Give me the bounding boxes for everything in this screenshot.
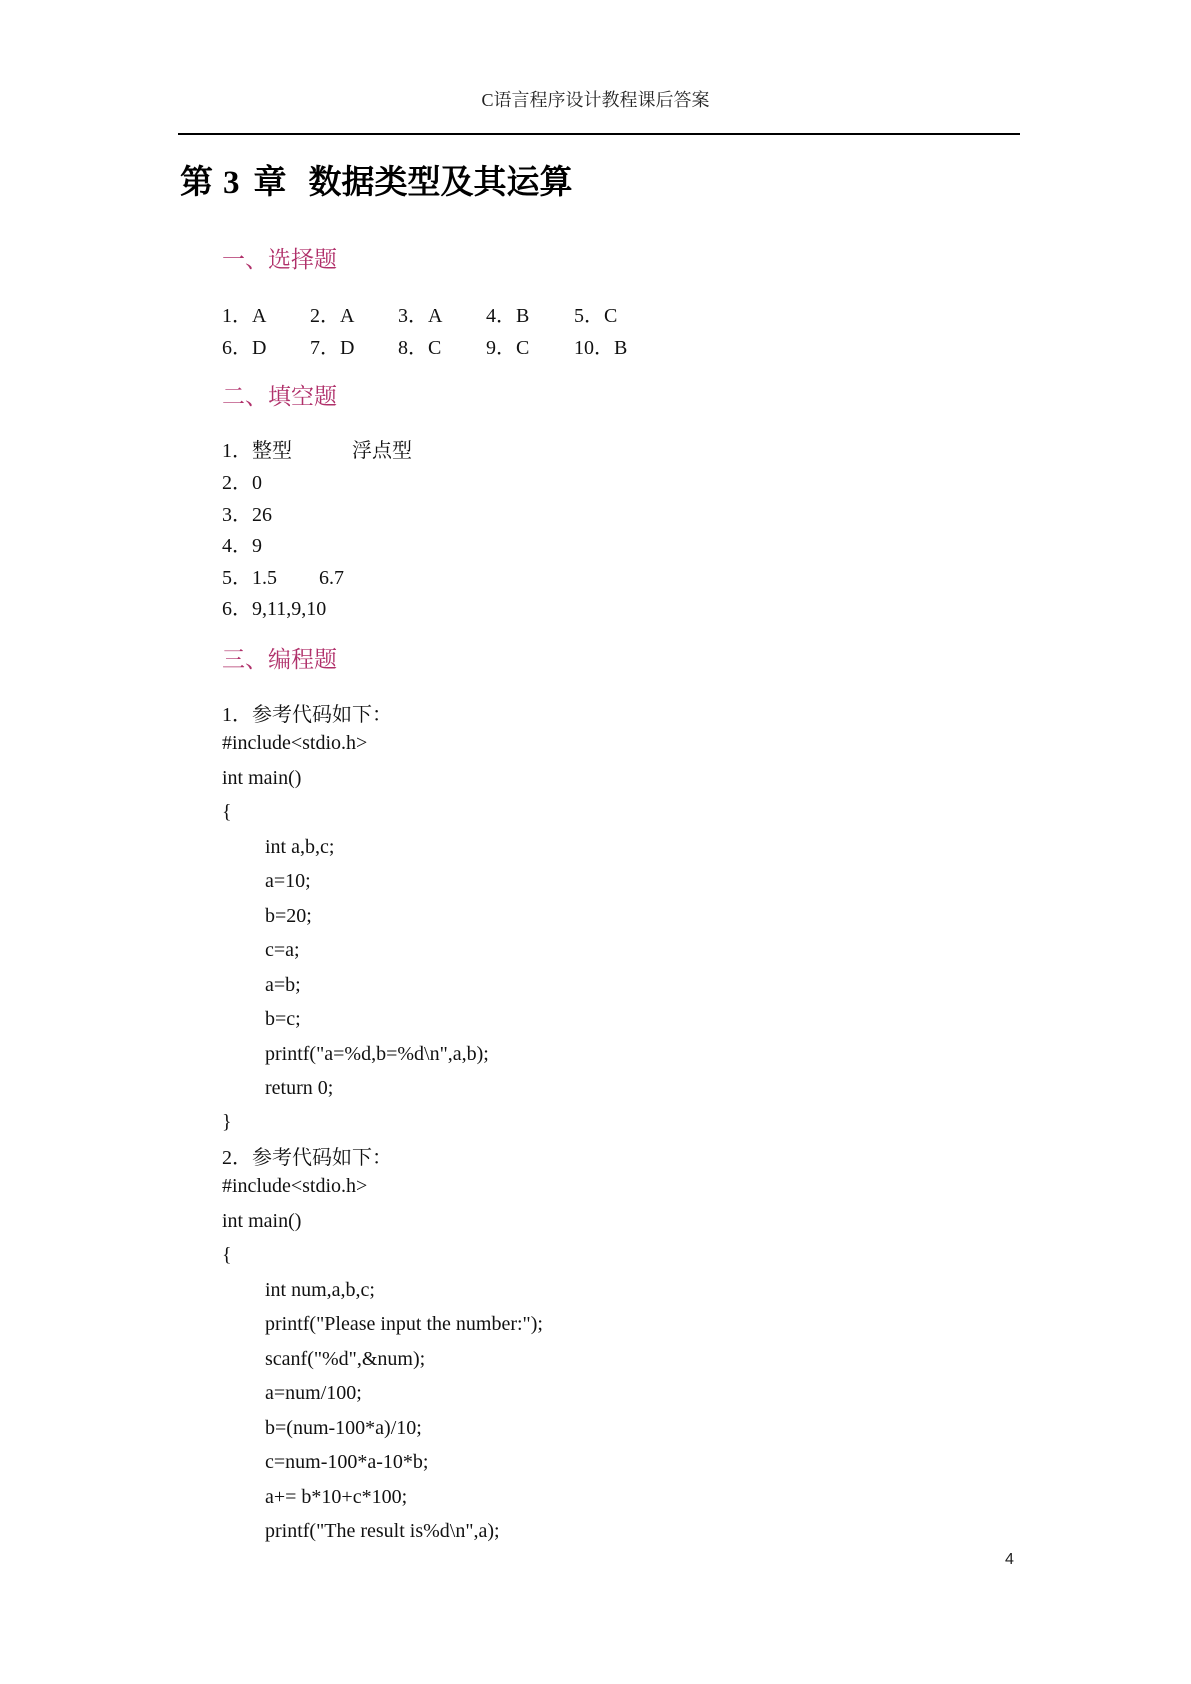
mc-answer: 5．C	[574, 305, 618, 327]
mc-answer: 1．A	[222, 305, 267, 327]
code-line: c=a;	[265, 939, 300, 961]
fill-answer-extra: 6.7	[319, 567, 344, 589]
chapter-prefix: 第	[180, 165, 213, 201]
fill-answer-label: 1．整型	[222, 440, 292, 462]
mc-answer: 10．B	[574, 337, 628, 359]
code-line: b=(num-100*a)/10;	[265, 1417, 422, 1439]
code-line: #include<stdio.h>	[222, 732, 368, 754]
fill-answer-label: 5．1.5	[222, 567, 277, 589]
mc-answer: 9．C	[486, 337, 530, 359]
fill-answer: 6．9,11,9,10	[222, 598, 327, 620]
code-line: b=c;	[265, 1008, 301, 1030]
code-line: {	[222, 1244, 232, 1266]
chapter-title	[180, 156, 573, 203]
section-heading-fill-blank: 二、填空题	[222, 384, 337, 409]
page-number: 4	[1005, 1551, 1014, 1568]
header-rule	[178, 133, 1020, 135]
code-line: {	[222, 801, 232, 823]
code-line: a=b;	[265, 974, 301, 996]
code-line: int a,b,c;	[265, 836, 335, 858]
section-heading-multiple-choice: 一、选择题	[222, 247, 337, 272]
fill-answer	[222, 434, 412, 463]
code-line: }	[222, 1111, 232, 1133]
code-line: int num,a,b,c;	[265, 1279, 375, 1301]
code-line: int main()	[222, 767, 302, 789]
code-line: printf("The result is%d\n",a);	[265, 1520, 500, 1542]
running-header: C语言程序设计教程课后答案	[481, 90, 710, 110]
fill-answer-extra: 浮点型	[352, 440, 412, 462]
section-heading-programming: 三、编程题	[222, 647, 337, 672]
mc-answer: 8．C	[398, 337, 442, 359]
chapter-suffix: 章	[253, 165, 287, 201]
fill-answer	[222, 561, 344, 590]
chapter-name: 数据类型及其运算	[308, 165, 573, 201]
code-line: printf("Please input the number:");	[265, 1313, 543, 1335]
mc-answer: 6．D	[222, 337, 267, 359]
code-line: #include<stdio.h>	[222, 1175, 368, 1197]
fill-answer: 2．0	[222, 472, 262, 494]
mc-answer: 2．A	[310, 305, 355, 327]
mc-answer: 7．D	[310, 337, 355, 359]
fill-answer: 4．9	[222, 535, 262, 557]
fill-answer: 3．26	[222, 504, 272, 526]
code-line: int main()	[222, 1210, 302, 1232]
code-line: a=10;	[265, 870, 311, 892]
mc-answer: 3．A	[398, 305, 443, 327]
question-intro: 1．参考代码如下：	[222, 704, 392, 726]
code-line: scanf("%d",&num);	[265, 1348, 426, 1370]
code-line: printf("a=%d,b=%d\n",a,b);	[265, 1043, 489, 1065]
code-line: b=20;	[265, 905, 312, 927]
question-intro: 2．参考代码如下：	[222, 1147, 392, 1169]
code-line: c=num-100*a-10*b;	[265, 1451, 429, 1473]
code-line: a=num/100;	[265, 1382, 362, 1404]
code-line: a+= b*10+c*100;	[265, 1486, 408, 1508]
mc-answer: 4．B	[486, 305, 530, 327]
code-line: return 0;	[265, 1077, 334, 1099]
chapter-number: 3	[223, 165, 240, 201]
